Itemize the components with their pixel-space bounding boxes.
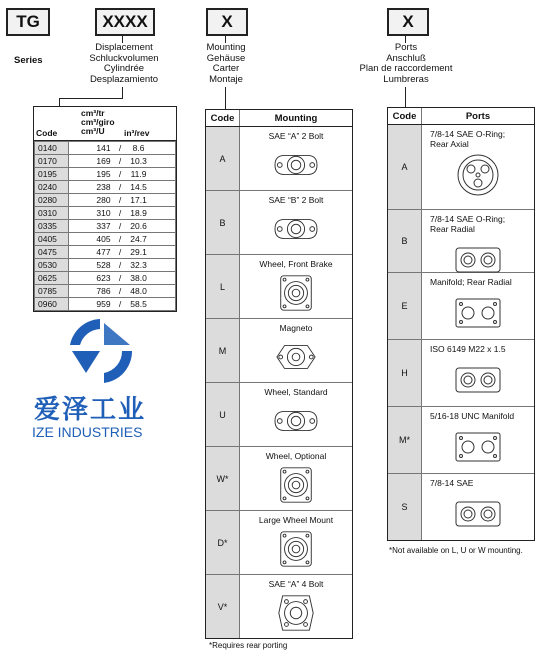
ports-row — [388, 210, 534, 273]
row-cm3: 528 — [96, 260, 111, 270]
square-flange-icon — [267, 272, 325, 314]
separator: / — [116, 195, 124, 205]
row-cm3: 959 — [96, 299, 111, 309]
row-code: M* — [388, 407, 422, 473]
mounting-row — [206, 255, 352, 319]
row-desc-cell — [422, 340, 534, 406]
header-code: Code — [388, 108, 422, 124]
magneto-flange-icon — [267, 336, 325, 378]
manifold-ports-icon — [448, 291, 508, 335]
displacement-row — [35, 181, 176, 194]
mounting-row — [206, 447, 352, 511]
displacement-row — [35, 220, 176, 233]
mounting-row — [206, 127, 352, 191]
row-desc-cell — [240, 447, 352, 510]
row-desc: SAE “A” 2 Bolt — [268, 131, 324, 141]
displacement-row — [35, 194, 176, 207]
series-code: TG — [16, 12, 40, 31]
dual-port-icon — [448, 358, 508, 402]
row-code: V* — [206, 575, 240, 638]
row-cm3: 280 — [96, 195, 111, 205]
row-in3: 24.7 — [130, 234, 147, 244]
row-code: 0280 — [35, 194, 69, 207]
square-flange-icon — [267, 528, 325, 570]
row-desc-line: Manifold; Rear Radial — [430, 277, 512, 287]
row-code: 0475 — [35, 246, 69, 259]
mounting-table-header — [206, 110, 352, 127]
row-desc-line: Rear Radial — [430, 224, 475, 234]
row-code: 0140 — [35, 142, 69, 155]
separator: / — [116, 156, 124, 166]
row-values — [69, 181, 176, 194]
row-desc-line: ISO 6149 M22 x 1.5 — [430, 344, 506, 354]
row-desc-cell — [422, 407, 534, 473]
separator: / — [116, 182, 124, 192]
label-line: Displacement — [95, 42, 153, 53]
watermark-chinese: 爱泽工业 — [34, 395, 147, 425]
row-cm3: 195 — [96, 169, 111, 179]
row-code: 0240 — [35, 181, 69, 194]
displacement-rows — [34, 141, 176, 311]
displacement-row — [35, 168, 176, 181]
row-desc-cell — [422, 210, 534, 272]
separator: / — [116, 260, 124, 270]
row-code: A — [388, 125, 422, 209]
row-values — [69, 246, 176, 259]
row-code: W* — [206, 447, 240, 510]
row-desc-cell — [240, 127, 352, 190]
square-flange-icon — [267, 464, 325, 506]
displacement-code-box — [95, 8, 155, 36]
row-code: E — [388, 273, 422, 339]
row-desc-cell — [422, 125, 534, 209]
ports-code-box — [387, 8, 429, 36]
mounting-label — [190, 43, 262, 85]
row-code: L — [206, 255, 240, 318]
displacement-row — [35, 285, 176, 298]
separator: / — [116, 234, 124, 244]
displacement-row — [35, 207, 176, 220]
row-desc: SAE “A” 4 Bolt — [268, 579, 324, 589]
mounting-table — [205, 109, 353, 639]
row-desc-cell — [240, 319, 352, 382]
mounting-code: X — [221, 12, 233, 31]
mounting-row — [206, 511, 352, 575]
four-bolt-flange-icon — [267, 592, 325, 634]
mounting-row — [206, 383, 352, 447]
row-desc — [430, 478, 534, 488]
ports-row — [388, 125, 534, 210]
label-line: Lumbreras — [383, 73, 429, 85]
row-values — [69, 207, 176, 220]
ports-table — [387, 107, 535, 541]
row-desc-cell — [240, 511, 352, 574]
two-bolt-flange-icon — [267, 144, 325, 186]
displacement-code: XXXX — [102, 12, 148, 31]
label-line: Ports — [394, 42, 418, 53]
row-desc-line: Rear Axial — [430, 139, 469, 149]
label-line: Carter — [212, 63, 240, 74]
row-desc-cell — [240, 575, 352, 638]
displacement-row — [35, 259, 176, 272]
row-in3: 29.1 — [130, 247, 147, 257]
label-line: Mounting — [206, 42, 246, 53]
row-code: 0625 — [35, 272, 69, 285]
row-in3: 48.0 — [130, 286, 147, 296]
row-code: 0195 — [35, 168, 69, 181]
watermark-english: IZE INDUSTRIES — [32, 424, 143, 440]
ports-row — [388, 474, 534, 540]
row-values — [69, 220, 176, 233]
row-cm3: 238 — [96, 182, 111, 192]
displacement-row — [35, 298, 176, 311]
row-in3: 18.9 — [130, 208, 147, 218]
label-line: Anschluß — [386, 52, 426, 64]
row-desc-cell — [422, 474, 534, 540]
displacement-row — [35, 272, 176, 285]
row-code: A — [206, 127, 240, 190]
displacement-row — [35, 246, 176, 259]
displacement-row — [35, 142, 176, 155]
row-desc — [430, 344, 534, 354]
row-code: 0405 — [35, 233, 69, 246]
displacement-table — [33, 106, 177, 312]
ports-row — [388, 273, 534, 340]
row-desc — [430, 411, 534, 421]
row-code: 0335 — [35, 220, 69, 233]
series-label: Series — [14, 55, 43, 66]
row-desc-cell — [240, 383, 352, 446]
label-line: Gehäuse — [206, 52, 246, 64]
row-desc: Wheel, Optional — [265, 451, 327, 461]
label-line: Schluckvolumen — [89, 52, 159, 64]
mounting-code-box — [206, 8, 248, 36]
row-code: S — [388, 474, 422, 540]
row-code: D* — [206, 511, 240, 574]
row-values — [69, 233, 176, 246]
row-cm3: 337 — [96, 221, 111, 231]
row-desc-line: 5/16-18 UNC Manifold — [430, 411, 515, 421]
row-desc-line: 7/8-14 SAE — [430, 478, 474, 488]
row-code: B — [206, 191, 240, 254]
row-in3: 38.0 — [130, 273, 147, 283]
mounting-row — [206, 319, 352, 383]
row-cm3: 141 — [96, 143, 111, 153]
row-in3: 11.9 — [130, 169, 147, 179]
row-in3: 10.3 — [130, 156, 147, 166]
ports-row — [388, 340, 534, 407]
mounting-footnote: *Requires rear porting — [209, 641, 288, 650]
row-desc — [430, 129, 534, 149]
row-cm3: 477 — [96, 247, 111, 257]
row-code: 0310 — [35, 207, 69, 220]
row-cm3: 623 — [96, 273, 111, 283]
row-desc — [430, 214, 534, 234]
row-in3: 8.6 — [132, 143, 145, 153]
mounting-connector-down — [225, 87, 226, 109]
row-desc-line: 7/8-14 SAE O-Ring; — [430, 214, 506, 224]
header-mounting: Mounting — [274, 112, 318, 124]
displacement-label — [68, 43, 180, 85]
row-in3: 17.1 — [130, 195, 147, 205]
rear-axial-ports-icon — [448, 153, 508, 197]
row-values — [69, 285, 176, 298]
row-cm3: 405 — [96, 234, 111, 244]
ports-code: X — [402, 12, 414, 31]
row-values — [69, 168, 176, 181]
ports-footnote: *Not available on L, U or W mounting. — [389, 546, 523, 555]
header-code: Code — [206, 110, 240, 126]
label-line: Plan de raccordement — [359, 63, 453, 74]
mounting-row — [206, 575, 352, 638]
row-in3: 32.3 — [130, 260, 147, 270]
header-units — [81, 109, 115, 136]
dual-port-icon — [448, 492, 508, 536]
row-cm3: 310 — [96, 208, 111, 218]
row-code: M — [206, 319, 240, 382]
row-desc: Magneto — [279, 323, 313, 333]
displacement-connector-horizontal — [59, 98, 123, 99]
row-cm3: 169 — [96, 156, 111, 166]
row-desc-cell — [422, 273, 534, 339]
row-code: 0170 — [35, 155, 69, 168]
row-code: B — [388, 210, 422, 272]
row-values — [69, 272, 176, 285]
row-in3: 58.5 — [130, 299, 147, 309]
displacement-row — [35, 233, 176, 246]
header-code: Code — [36, 128, 58, 138]
row-desc-line: 7/8-14 SAE O-Ring; — [430, 129, 506, 139]
series-code-box — [6, 8, 50, 36]
row-code: 0530 — [35, 259, 69, 272]
ports-connector-down — [405, 87, 406, 107]
row-cm3: 786 — [96, 286, 111, 296]
separator: / — [116, 299, 124, 309]
label-line: Desplazamiento — [89, 73, 159, 85]
row-in3: 20.6 — [130, 221, 147, 231]
manifold-ports-icon — [448, 425, 508, 469]
row-values — [69, 155, 176, 168]
row-values — [69, 194, 176, 207]
row-desc: Large Wheel Mount — [258, 515, 334, 525]
header-ports: Ports — [465, 110, 491, 122]
label-line: Cylindrée — [103, 63, 145, 74]
ports-row — [388, 407, 534, 474]
row-values — [69, 142, 176, 155]
row-desc: Wheel, Front Brake — [259, 259, 333, 269]
separator: / — [116, 208, 124, 218]
two-bolt-flange-icon — [267, 400, 325, 442]
label-line: Montaje — [209, 73, 243, 85]
displacement-row — [35, 155, 176, 168]
mounting-row — [206, 191, 352, 255]
row-code: 0785 — [35, 285, 69, 298]
separator: / — [116, 169, 124, 179]
header-in3: in³/rev — [124, 128, 150, 138]
row-desc: SAE “B” 2 Bolt — [268, 195, 324, 205]
separator: / — [116, 143, 124, 153]
row-desc-cell — [240, 255, 352, 318]
unit-line: cm³/U — [81, 126, 105, 136]
displacement-table-header — [34, 107, 176, 141]
unit-line: cm³/giro — [81, 117, 115, 127]
ports-label — [346, 43, 466, 85]
row-values — [69, 298, 176, 311]
unit-line: cm³/tr — [81, 108, 105, 118]
separator: / — [116, 247, 124, 257]
separator: / — [116, 221, 124, 231]
row-desc-cell — [240, 191, 352, 254]
row-desc — [430, 277, 534, 287]
two-bolt-flange-icon — [267, 208, 325, 250]
ports-table-header — [388, 108, 534, 125]
row-code: H — [388, 340, 422, 406]
ize-logo-icon — [60, 315, 140, 387]
row-code: 0960 — [35, 298, 69, 311]
row-code: U — [206, 383, 240, 446]
row-desc: Wheel, Standard — [264, 387, 328, 397]
row-values — [69, 259, 176, 272]
separator: / — [116, 286, 124, 296]
row-in3: 14.5 — [130, 182, 147, 192]
separator: / — [116, 273, 124, 283]
